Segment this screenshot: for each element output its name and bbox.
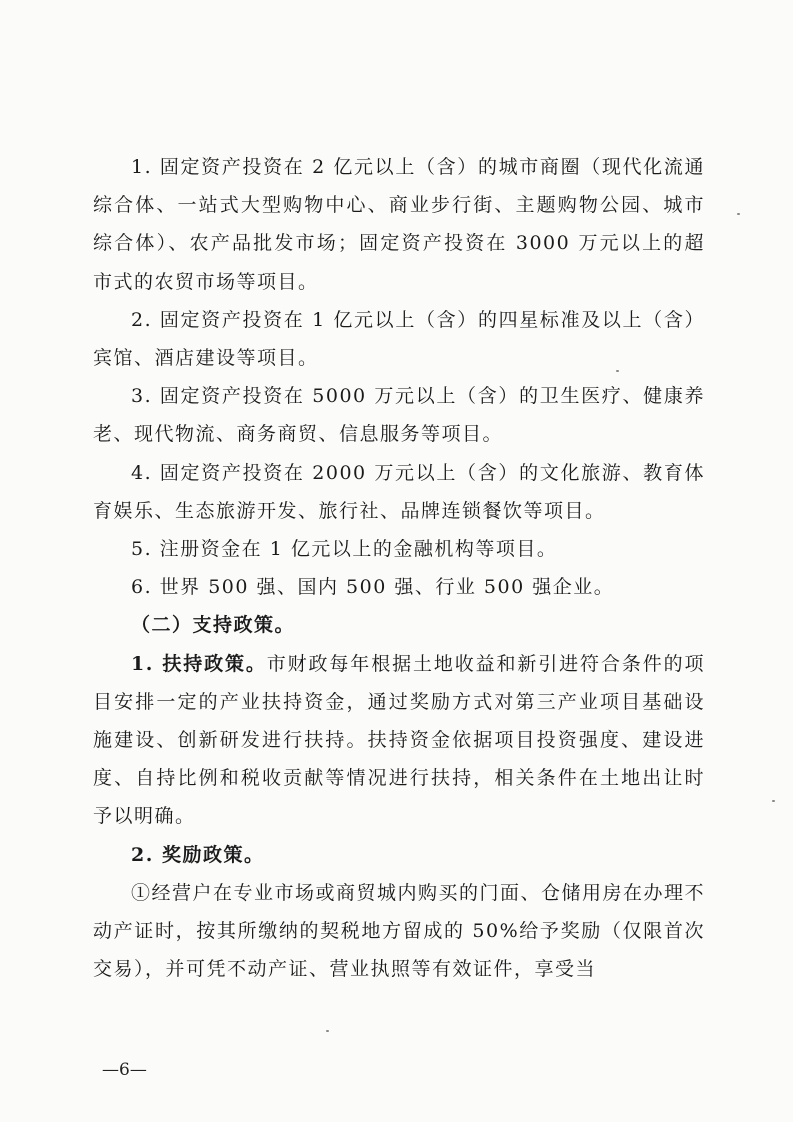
- item-paragraph-6: 6. 世界 500 强、国内 500 强、行业 500 强企业。: [131, 576, 615, 599]
- item-paragraph-2: 2. 固定资产投资在 1 亿元以上（含）的四星标准及以上（含）宾馆、酒店建设等项目。: [93, 308, 705, 370]
- policy-support-lead: 1. 扶持政策。: [131, 652, 267, 675]
- scan-speck: [326, 1030, 329, 1032]
- policy-support-body: 市财政每年根据土地收益和新引进符合条件的项目安排一定的产业扶持资金，通过奖励方式对第三产业项目基础设施建设、创新研发进行扶持。扶持资金依据项目投资强度、建设进度、自持比例和税收贡献等情况进行扶持，相关条件在土地出让时予以明确。: [93, 652, 705, 828]
- document-body: [93, 148, 705, 988]
- scan-speck: [772, 800, 775, 802]
- item-paragraph-3: 3. 固定资产投资在 5000 万元以上（含）的卫生医疗、健康养老、现代物流、商务商贸、信息服务等项目。: [93, 385, 705, 446]
- scan-speck: [616, 370, 619, 372]
- item-paragraph-5: 5. 注册资金在 1 亿元以上的金融机构等项目。: [131, 538, 558, 561]
- page-number: —6—: [102, 1060, 147, 1080]
- section-heading: （二）支持政策。: [131, 614, 296, 637]
- scan-speck: [737, 213, 740, 215]
- policy-reward-heading: 2. 奖励政策。: [131, 843, 265, 866]
- policy-support-paragraph: [93, 645, 705, 836]
- item-paragraph-1: 1. 固定资产投资在 2 亿元以上（含）的城市商圈（现代化流通综合体、一站式大型购物中心、商业步行街、主题购物公园、城市综合体）、农产品批发市场；固定资产投资在 3000 万元以上的超市式的农贸市场等项目。: [93, 156, 705, 293]
- item-paragraph-4: 4. 固定资产投资在 2000 万元以上（含）的文化旅游、教育体育娱乐、生态旅游开发、旅行社、品牌连锁餐饮等项目。: [93, 461, 705, 522]
- policy-reward-item-1: ①经营户在专业市场或商贸城内购买的门面、仓储用房在办理不动产证时，按其所缴纳的契税地方留成的 50%给予奖励（仅限首次交易），并可凭不动产证、营业执照等有效证件，享受当: [93, 881, 706, 981]
